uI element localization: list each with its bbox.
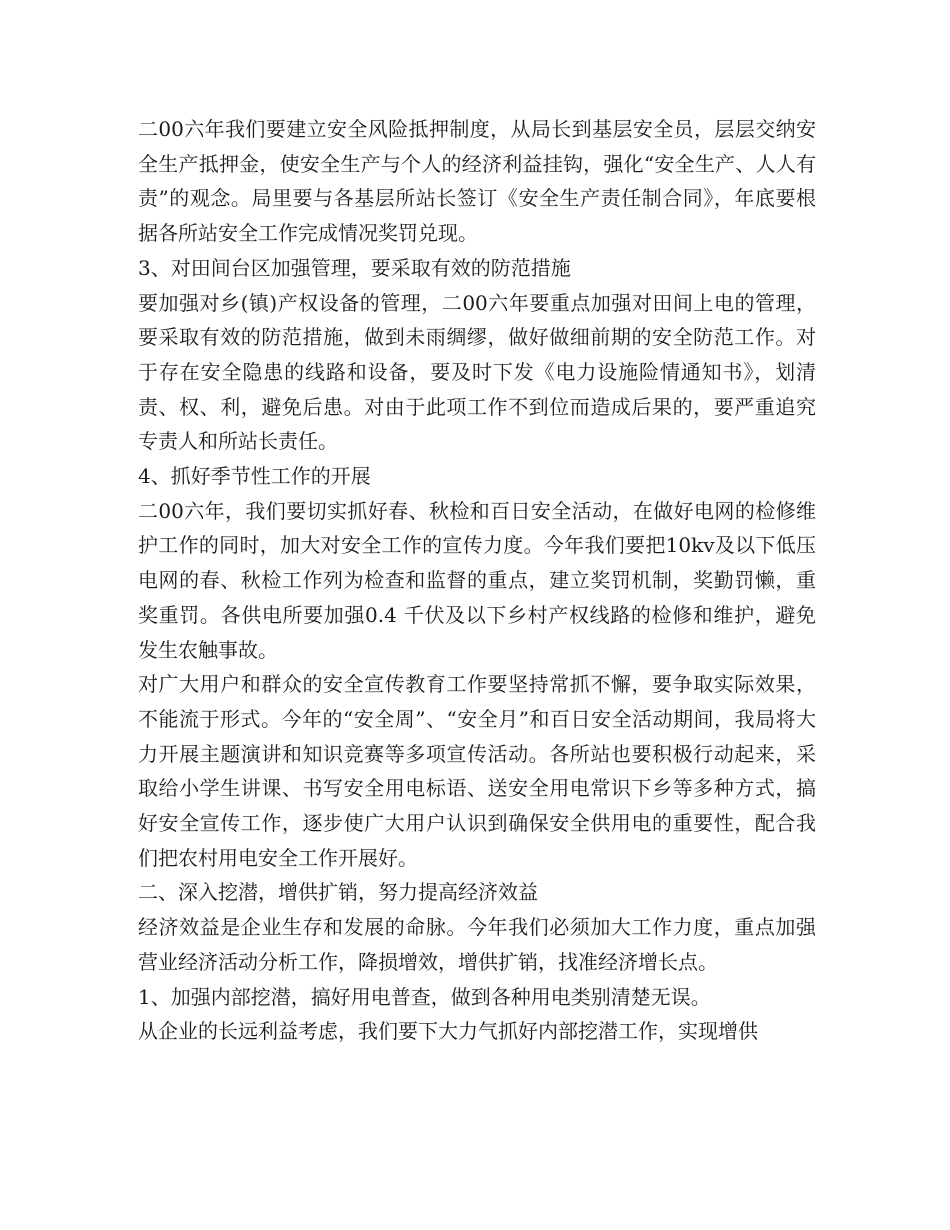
paragraph-safety-publicity: 对广大用户和群众的安全宣传教育工作要坚持常抓不懈，要争取实际效果，不能流于形式。今年的“安全周”、“安全月”和百日安全活动期间，我局将大力开展主题演讲和知识竞赛等多项宣传活动。各所站也要积极行动起来，采取给小学生讲课、书写安全用电标语、送安全用电常识下乡等多种方式，搞好安全宣传工作，逐步使广大用户认识到确保安全供用电的重要性，配合我们把农村用电安全工作开展好。 <box>138 672 816 870</box>
heading-field-area-management: 3、对田间台区加强管理，要采取有效的防范措施 <box>138 255 571 280</box>
paragraph-seasonal-work: 二00六年，我们要切实抓好春、秋检和百日安全活动，在做好电网的检修维护工作的同时，加大对安全工作的宣传力度。今年我们要把10kv及以下低压电网的春、秋检工作列为检查和监督的重点，建立奖罚机制，奖勤罚懒，重奖重罚。各供电所要加强0.4 千伏及以下乡村产权线路的检修和维护，避免发生农触事故。 <box>138 498 816 662</box>
heading-internal-potential: 1、加强内部挖潜，搞好用电普查，做到各种用电类别清楚无误。 <box>138 984 711 1009</box>
paragraph-field-area-management: 要加强对乡(镇)产权设备的管理，二00六年要重点加强对田间上电的管理，要采取有效的防范措施，做到未雨绸缪，做好做细前期的安全防范工作。对于存在安全隐患的线路和设备，要及时下发《电力设施险情通知书》，划清责、权、利，避免后患。对由于此项工作不到位而造成后果的，要严重追究专责人和所站长责任。 <box>138 290 816 454</box>
heading-economic-benefit: 二、深入挖潜，增供扩销，努力提高经济效益 <box>138 880 538 905</box>
paragraph-economic-benefit: 经济效益是企业生存和发展的命脉。今年我们必须加大工作力度，重点加强营业经济活动分析工作，降损增效，增供扩销，找准经济增长点。 <box>138 915 816 974</box>
document-body <box>138 112 816 1049</box>
paragraph-internal-potential: 从企业的长远利益考虑，我们要下大力气抓好内部挖潜工作，实现增供 <box>138 1019 758 1044</box>
paragraph-risk-deposit: 二00六年我们要建立安全风险抵押制度，从局长到基层安全员，层层交纳安全生产抵押金，使安全生产与个人的经济利益挂钩，强化“安全生产、人人有责”的观念。局里要与各基层所站长签订《安全生产责任制合同》，年底要根据各所站安全工作完成情况奖罚兑现。 <box>138 117 816 246</box>
heading-seasonal-work: 4、抓好季节性工作的开展 <box>138 464 371 489</box>
